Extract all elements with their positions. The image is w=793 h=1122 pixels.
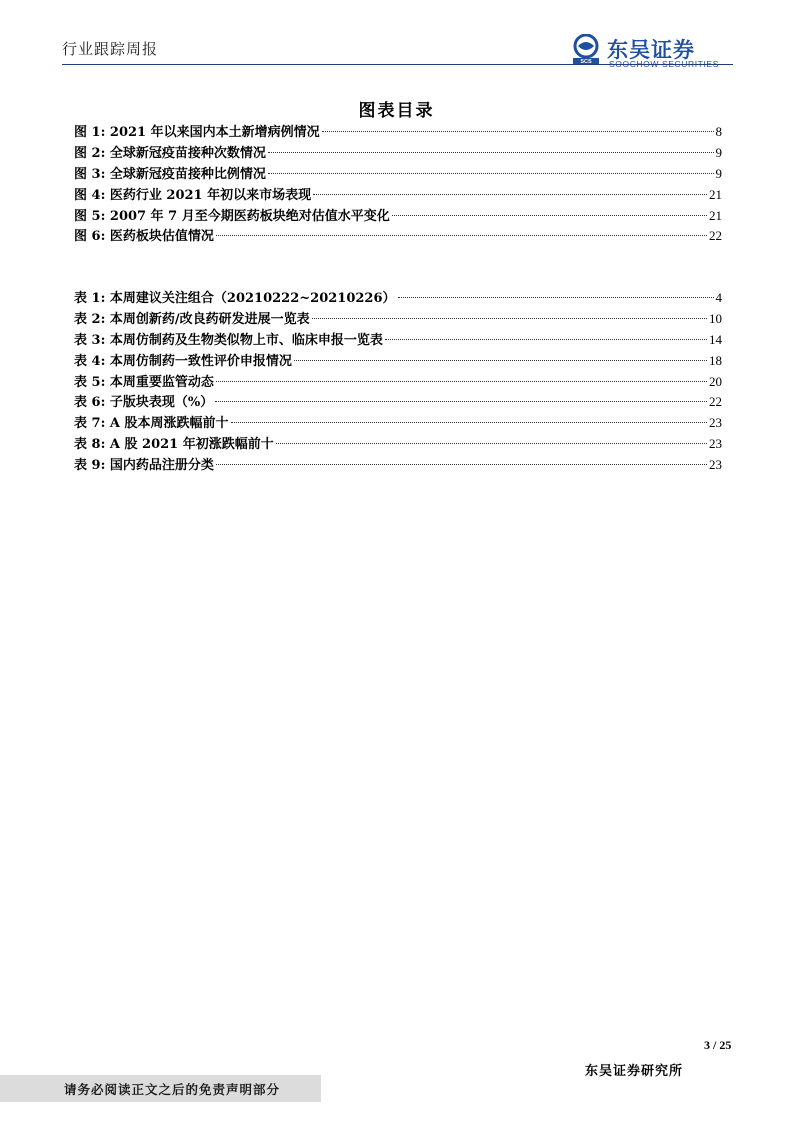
table-entry[interactable] — [74, 392, 722, 413]
figure-entry-page[interactable]: 8 — [715, 124, 722, 139]
figure-entry-page[interactable]: 22 — [709, 228, 722, 244]
table-entry-label[interactable]: 表 3: 本周仿制药及生物类似物上市、临床申报一览表 — [74, 332, 383, 348]
figure-entry[interactable] — [74, 206, 722, 227]
dot-leader — [215, 401, 707, 402]
table-entry-label[interactable]: 表 8: A 股 2021 年初涨跌幅前十 — [74, 437, 274, 453]
logo-chinese-name: 东吴证券 — [607, 38, 695, 62]
dot-leader — [216, 235, 707, 236]
dot-leader — [322, 131, 714, 132]
table-entry-label[interactable]: 表 4: 本周仿制药一致性评价申报情况 — [74, 353, 292, 369]
header-divider — [62, 64, 733, 65]
figure-entry[interactable] — [74, 143, 722, 164]
dot-leader — [294, 360, 707, 361]
table-entry[interactable] — [74, 372, 722, 393]
table-entry[interactable] — [74, 351, 722, 372]
table-entry-page[interactable]: 23 — [709, 436, 722, 452]
figure-entry-label[interactable]: 图 4: 医药行业 2021 年初以来市场表现 — [74, 187, 312, 203]
table-entry[interactable] — [74, 455, 722, 476]
table-list — [74, 288, 722, 476]
logo-english-name: SOOCHOW SECURITIES — [609, 59, 719, 69]
footer-brand: 东吴证券研究所 — [585, 1064, 684, 1079]
figure-entry-label[interactable]: 图 2: 全球新冠疫苗接种次数情况 — [74, 145, 266, 161]
dot-leader — [312, 318, 707, 319]
figure-list — [74, 122, 722, 247]
dot-leader — [216, 464, 707, 465]
toc-title: 图表目录 — [358, 101, 435, 121]
dot-leader — [268, 173, 714, 174]
table-entry-label[interactable]: 表 2: 本周创新药/改良药研发进展一览表 — [74, 311, 310, 327]
company-logo — [571, 34, 733, 68]
table-entry-label[interactable]: 表 5: 本周重要监管动态 — [74, 374, 214, 390]
figure-entry-label[interactable]: 图 3: 全球新冠疫苗接种比例情况 — [74, 166, 266, 182]
report-type-label: 行业跟踪周报 — [62, 40, 159, 58]
figure-entry[interactable] — [74, 226, 722, 247]
dot-leader — [216, 381, 707, 382]
dot-leader — [231, 422, 707, 423]
table-entry-page[interactable]: 10 — [709, 310, 722, 326]
table-entry[interactable] — [74, 288, 722, 309]
dot-leader — [385, 339, 707, 340]
table-entry-label[interactable]: 表 9: 国内药品注册分类 — [74, 458, 214, 474]
table-entry-page[interactable]: 14 — [709, 331, 722, 347]
table-entry-label[interactable]: 表 7: A 股本周涨跌幅前十 — [74, 416, 229, 432]
table-entry-label[interactable]: 表 6: 子版块表现（%） — [74, 395, 214, 411]
dot-leader — [276, 443, 707, 444]
figure-entry[interactable] — [74, 164, 722, 185]
logo-mark-text: SCS — [580, 59, 592, 64]
soochow-logo-icon — [571, 34, 601, 64]
table-entry[interactable] — [74, 413, 722, 434]
figure-entry-page[interactable]: 9 — [715, 144, 722, 160]
table-entry[interactable] — [74, 330, 722, 351]
table-entry-page[interactable]: 23 — [709, 415, 722, 431]
figure-entry-label[interactable]: 图 5: 2007 年 7 月至今期医药板块绝对估值水平变化 — [74, 208, 390, 224]
table-entry-label[interactable]: 表 1: 本周建议关注组合（20210222~20210226） — [74, 291, 396, 306]
dot-leader — [392, 215, 707, 216]
footer-disclaimer: 请务必阅读正文之后的免责声明部分 — [64, 1082, 281, 1097]
table-entry-page[interactable]: 18 — [709, 352, 722, 368]
table-entry-page[interactable]: 20 — [709, 373, 722, 389]
figure-entry-label[interactable]: 图 1: 2021 年以来国内本土新增病例情况 — [74, 125, 320, 140]
figure-entry[interactable] — [74, 122, 722, 143]
page-number: 3 / 25 — [704, 1038, 732, 1052]
figure-entry-label[interactable]: 图 6: 医药板块估值情况 — [74, 229, 214, 245]
figure-entry-page[interactable]: 9 — [715, 165, 722, 181]
table-entry[interactable] — [74, 309, 722, 330]
figure-entry-page[interactable]: 21 — [709, 207, 722, 223]
dot-leader — [268, 152, 714, 153]
table-entry-page[interactable]: 22 — [709, 394, 722, 410]
figure-entry-page[interactable]: 21 — [709, 186, 722, 202]
figure-entry[interactable] — [74, 185, 722, 206]
table-entry-page[interactable]: 4 — [715, 290, 722, 305]
dot-leader — [398, 297, 714, 298]
dot-leader — [313, 194, 707, 195]
table-entry[interactable] — [74, 434, 722, 455]
table-entry-page[interactable]: 23 — [709, 457, 722, 473]
